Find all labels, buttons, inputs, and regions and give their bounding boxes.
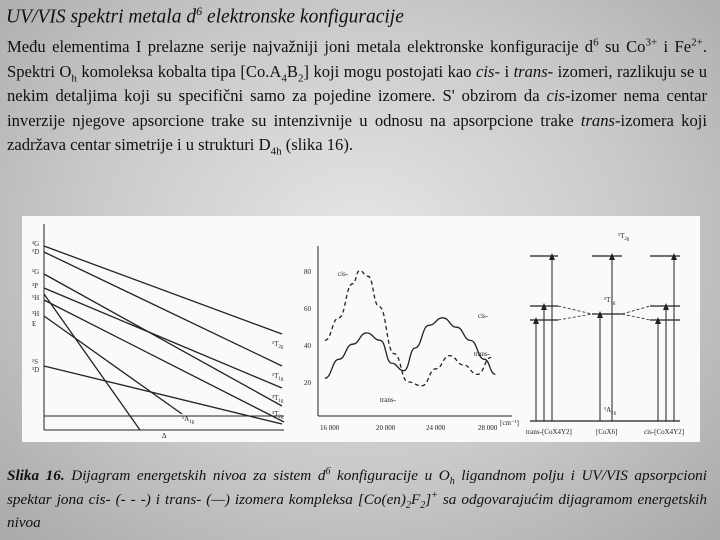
x-tick-label: 24 000 bbox=[426, 424, 446, 432]
level-line bbox=[44, 288, 282, 388]
figure-svg bbox=[22, 216, 700, 442]
spectrum-series-cis bbox=[325, 271, 491, 386]
correlation-line bbox=[558, 306, 592, 314]
figure-caption: Slika 16. Dijagram energetskih nivoa za sistem $d^6$ konfiguracije u $O_h$ ligandnom polju i UV/VIS apsorpcioni spektar jona cis- (- - -) i trans- (—) izomera kompleksa $[Co(en)_2F_2]^+$ sa odgovarajućim dijagramom energetskih nivoa bbox=[7, 465, 707, 531]
uv-vis-spectrum bbox=[304, 246, 519, 432]
level-line bbox=[44, 366, 282, 424]
term-label: $^1T_{2g}$ bbox=[272, 340, 284, 350]
term-label: $^3T_{1g}$ bbox=[272, 394, 284, 404]
body-paragraph: Među elementima I prelazne serije najvažniji joni metala elektronske konfiguracije $d^6$ su $Co^{3+}$ i $Fe^{2+}$. Spektri $O_h$ komoleksa kobalta tipa $[Co.A_4B_2]$ koji mogu postojati kao cis- i trans- izomeri, razlikuju se u nekim detaljima koji su specifični samo za pojedine izomere. S' obzirom da cis-izomer nema centar inverzije njegove apsorcione trake su intenzivnije u odnosu na apsorpcione trake trans-izomera koji zadržava centar simetrije i u strukturi $D_{4h}$ (slika 16). bbox=[7, 36, 707, 158]
energy-level-labels bbox=[32, 240, 284, 440]
term-label: $^1A_{1g}$ bbox=[182, 415, 195, 425]
complex-label: cis-[CoX4Y2] bbox=[644, 428, 685, 436]
term-label: ¹D bbox=[32, 366, 40, 374]
x-unit-label: [cm⁻¹] bbox=[500, 419, 520, 427]
term-label: ³H bbox=[32, 310, 40, 318]
correlation-line bbox=[558, 314, 592, 320]
term-label: ¹G bbox=[32, 268, 40, 276]
y-tick-label: 60 bbox=[304, 305, 311, 313]
x-tick-label: 16 000 bbox=[320, 424, 340, 432]
level-line bbox=[44, 274, 282, 406]
level-line bbox=[44, 316, 182, 414]
term-label: $^1T_{2g}$ bbox=[618, 232, 630, 242]
transition-labels bbox=[526, 232, 684, 436]
cis-label: cis- bbox=[338, 270, 349, 278]
term-label: ¹H bbox=[32, 294, 40, 302]
energy-level-diagram bbox=[44, 224, 284, 430]
term-label: $^1A_{1g}$ bbox=[604, 406, 617, 416]
correlation-line bbox=[622, 306, 650, 314]
level-line bbox=[44, 246, 282, 334]
correlation-line bbox=[622, 314, 650, 320]
term-label: $^1T_{1g}$ bbox=[604, 296, 616, 306]
transition-diagram bbox=[530, 253, 680, 421]
level-line bbox=[44, 300, 284, 422]
slide-title: UV/VIS spektri metala $d^6$ elektronske konfiguracije bbox=[6, 4, 404, 28]
x-tick-label: 28 000 bbox=[478, 424, 498, 432]
y-tick-label: 20 bbox=[304, 379, 311, 387]
delta-axis-label: Δ bbox=[162, 432, 167, 440]
trans-label: trans- bbox=[474, 350, 490, 358]
term-label: ³G bbox=[32, 240, 40, 248]
complex-label: trans-[CoX4Y2] bbox=[526, 428, 572, 436]
figure-16 bbox=[22, 216, 700, 442]
term-label: ³P bbox=[32, 282, 38, 290]
term-label: ¹D bbox=[32, 248, 40, 256]
energy-axis-label: E bbox=[32, 320, 37, 328]
x-tick-label: 20 000 bbox=[376, 424, 396, 432]
y-tick-label: 80 bbox=[304, 268, 311, 276]
complex-label: [CoX6] bbox=[596, 428, 618, 436]
y-tick-label: 40 bbox=[304, 342, 311, 350]
level-line bbox=[44, 294, 140, 430]
trans-label: trans- bbox=[380, 396, 396, 404]
term-label: $^3T_{2g}$ bbox=[272, 410, 284, 420]
level-line bbox=[44, 252, 282, 366]
term-label: ¹S bbox=[32, 358, 38, 366]
cis-label: cis- bbox=[478, 312, 489, 320]
spectrum-series-trans bbox=[325, 318, 496, 378]
term-label: $^1T_{1g}$ bbox=[272, 372, 284, 382]
